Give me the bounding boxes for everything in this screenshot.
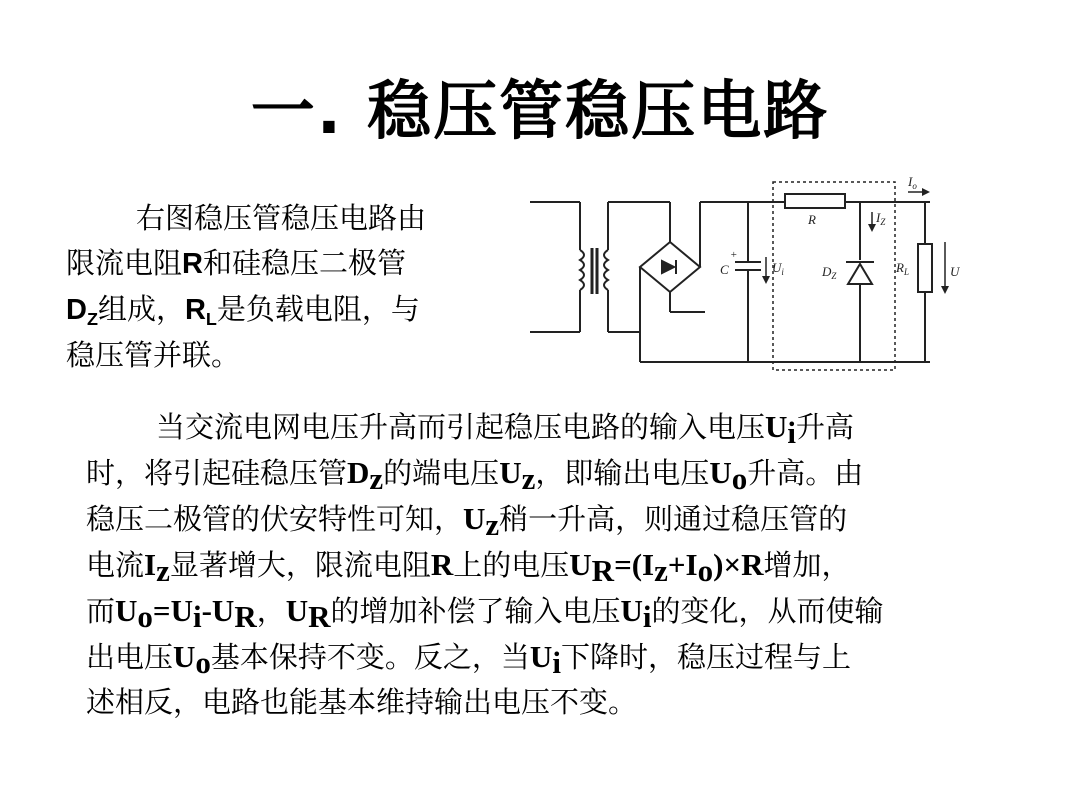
svg-text:Ui: $U_i$ [772,260,784,277]
body-line-7: 述相反，电路也能基本维持输出电压不变。 [86,685,638,719]
page-title: 一. 稳压管稳压电路 [250,75,830,149]
svg-text:+: + [730,249,738,261]
body-line-6: 出电压$U_o$基本保持不变。反之，当$U_i$下降时，稳压过程与上 [86,639,851,681]
intro-line-1: 右图稳压管稳压电路由 [136,201,427,235]
svg-text:Io: $I_o$ [908,174,917,191]
body-line-1: 当交流电网电压升高而引起稳压电路的输入电压$U_i$升高 [156,409,855,451]
intro-line-2: 限流电阻R和硅稳压二极管 [66,246,406,280]
label-r: R [808,212,816,227]
body-line-2: 时，将引起硅稳压管$D_z$的端电压$U_z$，即输出电压$U_o$升高。由 [86,455,864,497]
regulator-circuit-diagram [530,172,960,372]
svg-text:C: C [720,262,729,277]
explanation-paragraph [86,404,1036,725]
intro-paragraph [66,196,521,378]
intro-line-4: 稳压管并联。 [66,338,241,372]
svg-text:DZ: $D_Z$ [822,264,837,281]
intro-line-3: $D_Z$组成，$R_L$是负载电阻，与 [66,292,420,330]
body-line-4: 电流$I_z$显著增大，限流电阻R上的电压$U_R=(I_z+I_o)\times R$增加， [86,547,851,589]
svg-text:U: U [950,264,960,279]
body-line-5: 而$U_o=U_i-U_R$，$U_R$的增加补偿了输入电压$U_i$的变化，从而使输 [86,593,884,635]
body-line-3: 稳压二极管的伏安特性可知，$U_z$稍一升高，则通过稳压管的 [86,501,848,543]
svg-text:IZ: $I_Z$ [876,210,886,227]
svg-text:RL: $R_L$ [896,260,909,277]
